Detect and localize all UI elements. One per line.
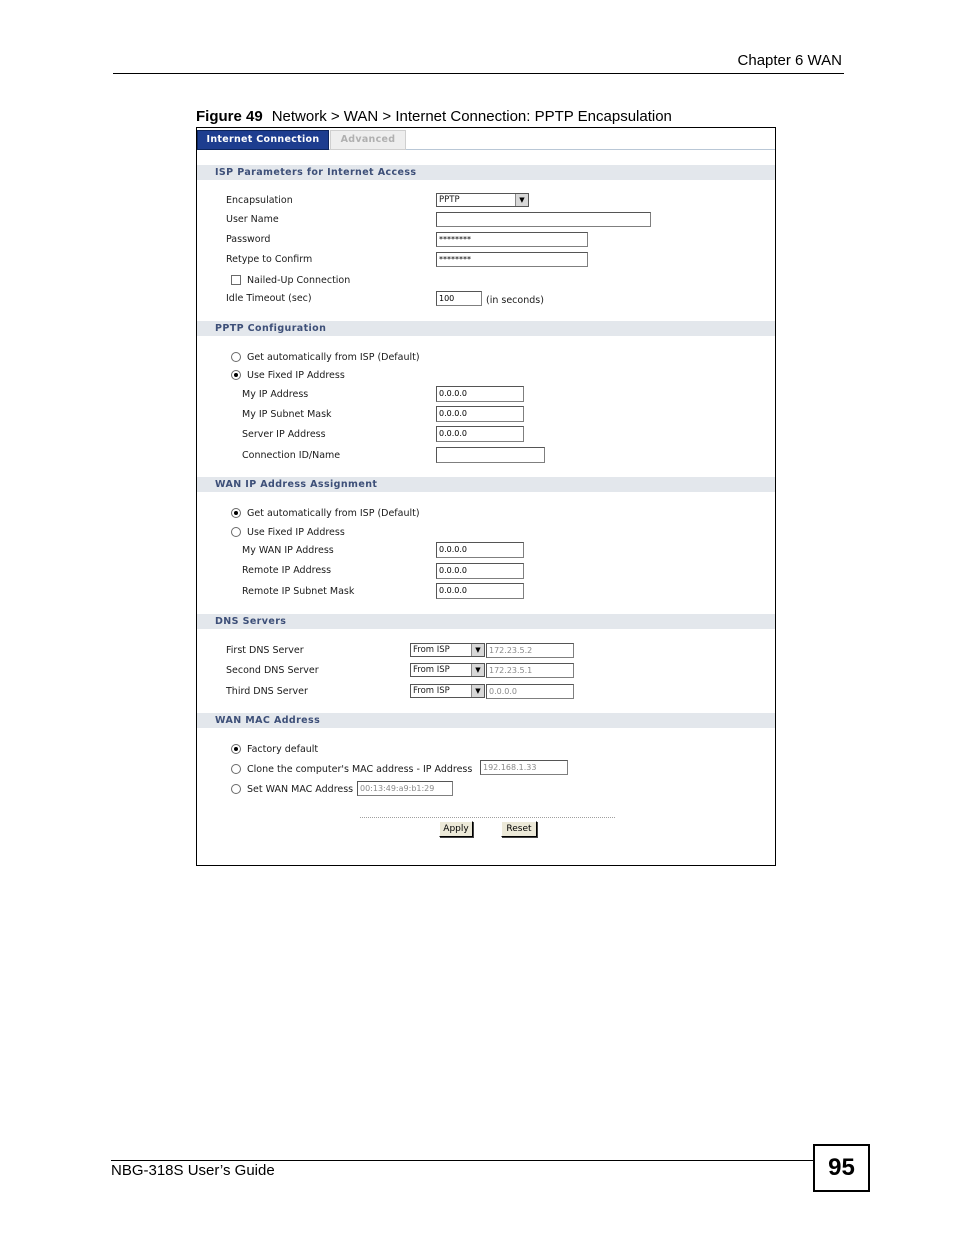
pptp-subnet-mask-label: My IP Subnet Mask [242, 409, 332, 420]
footer-guide-title: NBG-318S User’s Guide [111, 1162, 275, 1179]
encapsulation-label: Encapsulation [226, 195, 293, 206]
mac-set-label: Set WAN MAC Address [247, 784, 354, 795]
password-label: Password [226, 234, 271, 245]
section-pptp-configuration [197, 321, 775, 336]
pptp-subnet-mask-field[interactable]: 0.0.0.0 [436, 406, 524, 422]
password-field[interactable]: ******** [436, 232, 588, 247]
remote-subnet-mask-label: Remote IP Subnet Mask [242, 586, 355, 597]
section-title: ISP Parameters for Internet Access [215, 167, 417, 178]
mac-factory-label: Factory default [247, 744, 319, 755]
chevron-down-icon: ▼ [515, 194, 528, 206]
dns-third-ip-field[interactable]: 0.0.0.0 [486, 684, 574, 699]
mac-set-address-field[interactable]: 00:13:49:a9:b1:29 [357, 781, 453, 796]
figure-title: Network > WAN > Internet Connection: PPTP Encapsulation [271, 108, 672, 125]
section-dns-servers [197, 614, 775, 629]
idle-timeout-field[interactable]: 100 [436, 291, 482, 306]
mac-clone-label: Clone the computer's MAC address - IP Address [247, 764, 473, 775]
pptp-connection-id-label: Connection ID/Name [242, 450, 341, 461]
pptp-auto-radio[interactable] [231, 352, 241, 362]
idle-timeout-unit: (in seconds) [486, 295, 544, 306]
section-title: DNS Servers [215, 616, 287, 627]
dns-second-label: Second DNS Server [226, 665, 319, 676]
pptp-auto-label: Get automatically from ISP (Default) [247, 352, 420, 363]
mac-clone-ip-field[interactable]: 192.168.1.33 [480, 760, 568, 775]
dns-third-label: Third DNS Server [226, 686, 308, 697]
footer-rule [111, 1160, 814, 1161]
wan-ip-fixed-radio[interactable] [231, 527, 241, 537]
section-title: WAN IP Address Assignment [215, 479, 378, 490]
dns-second-ip-field[interactable]: 172.23.5.1 [486, 663, 574, 678]
remote-ip-field[interactable]: 0.0.0.0 [436, 563, 524, 579]
wan-ip-auto-radio[interactable] [231, 508, 241, 518]
tab-advanced[interactable]: Advanced [330, 130, 406, 150]
wan-ip-address-label: My WAN IP Address [242, 545, 334, 556]
dns-third-mode-value: From ISP [413, 686, 450, 696]
figure-label: Figure 49 [196, 108, 263, 125]
section-title: PPTP Configuration [215, 323, 327, 334]
section-title: WAN MAC Address [215, 715, 321, 726]
tab-internet-connection[interactable]: Internet Connection [197, 130, 329, 150]
pptp-server-ip-field[interactable]: 0.0.0.0 [436, 426, 524, 442]
reset-button[interactable]: Reset [501, 821, 537, 837]
retype-password-field[interactable]: ******** [436, 252, 588, 267]
section-wan-ip-assignment [197, 477, 775, 492]
remote-subnet-mask-field[interactable]: 0.0.0.0 [436, 583, 524, 599]
dns-first-label: First DNS Server [226, 645, 304, 656]
section-isp-parameters [197, 165, 775, 180]
tab-bar [197, 128, 775, 150]
pptp-fixed-label: Use Fixed IP Address [247, 370, 345, 381]
username-field[interactable] [436, 212, 651, 227]
nailed-up-label: Nailed-Up Connection [247, 275, 351, 286]
dns-third-mode-select[interactable] [410, 684, 485, 698]
pptp-fixed-radio[interactable] [231, 370, 241, 380]
header-rule [113, 73, 844, 74]
chevron-down-icon: ▼ [471, 664, 484, 676]
retype-password-label: Retype to Confirm [226, 254, 313, 265]
dns-second-mode-select[interactable] [410, 663, 485, 677]
pptp-connection-id-field[interactable] [436, 447, 545, 463]
dns-first-mode-select[interactable] [410, 643, 485, 657]
wan-ip-auto-label: Get automatically from ISP (Default) [247, 508, 420, 519]
wan-ip-address-field[interactable]: 0.0.0.0 [436, 542, 524, 558]
pptp-my-ip-label: My IP Address [242, 389, 309, 400]
pptp-my-ip-field[interactable]: 0.0.0.0 [436, 386, 524, 402]
figure-caption [196, 108, 672, 125]
dns-first-ip-field[interactable]: 172.23.5.2 [486, 643, 574, 658]
dns-second-mode-value: From ISP [413, 665, 450, 675]
mac-factory-radio[interactable] [231, 744, 241, 754]
mac-set-radio[interactable] [231, 784, 241, 794]
username-label: User Name [226, 214, 279, 225]
idle-timeout-label: Idle Timeout (sec) [226, 293, 312, 304]
page-number: 95 [813, 1144, 870, 1192]
chevron-down-icon: ▼ [471, 644, 484, 656]
encapsulation-value: PPTP [439, 195, 460, 205]
page-header: Chapter 6 WAN [737, 52, 842, 69]
wan-ip-fixed-label: Use Fixed IP Address [247, 527, 345, 538]
section-wan-mac-address [197, 713, 775, 728]
screenshot-frame [196, 127, 776, 866]
dns-first-mode-value: From ISP [413, 645, 450, 655]
encapsulation-select[interactable] [436, 193, 529, 207]
chevron-down-icon: ▼ [471, 685, 484, 697]
button-divider [360, 817, 615, 818]
mac-clone-radio[interactable] [231, 764, 241, 774]
remote-ip-label: Remote IP Address [242, 565, 332, 576]
pptp-server-ip-label: Server IP Address [242, 429, 326, 440]
nailed-up-checkbox[interactable] [231, 275, 241, 285]
apply-button[interactable]: Apply [439, 821, 473, 837]
